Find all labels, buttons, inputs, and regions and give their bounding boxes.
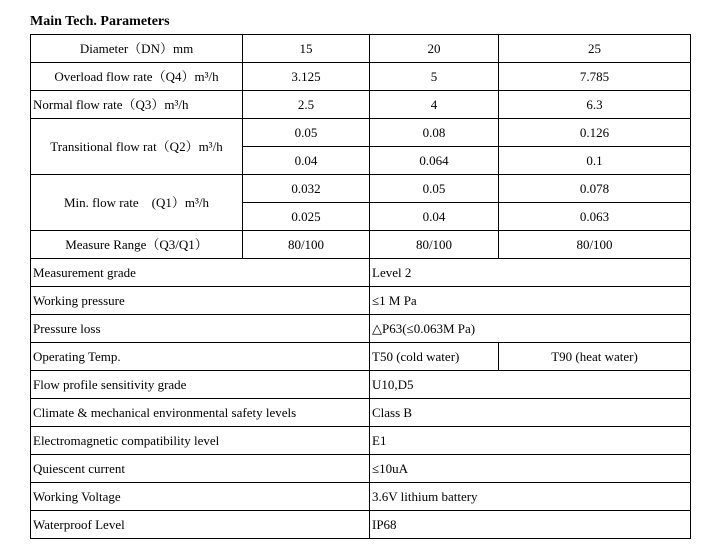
table-cell: 80/100: [243, 231, 370, 259]
row-label: Working pressure: [31, 287, 370, 315]
table-cell: ≤10uA: [370, 455, 691, 483]
table-cell: 0.05: [243, 119, 370, 147]
table-cell: 5: [370, 63, 499, 91]
table-cell: Class B: [370, 399, 691, 427]
table-cell: 0.126: [499, 119, 691, 147]
row-label: Min. flow rate (Q1）m³/h: [31, 175, 243, 231]
table-cell: 2.5: [243, 91, 370, 119]
row-label: Diameter（DN）mm: [31, 35, 243, 63]
table-row-diameter: [31, 35, 691, 63]
table-row-quiescent-current: [31, 455, 691, 483]
table-cell: T50 (cold water): [370, 343, 499, 371]
row-label: Overload flow rate（Q4）m³/h: [31, 63, 243, 91]
table-cell: 0.04: [243, 147, 370, 175]
table-row-flow-profile: [31, 371, 691, 399]
table-row-transitional: [31, 119, 691, 147]
table-row-overload: [31, 63, 691, 91]
table-cell: 7.785: [499, 63, 691, 91]
table-cell: 0.025: [243, 203, 370, 231]
table-row-range: [31, 231, 691, 259]
table-cell: E1: [370, 427, 691, 455]
table-row-climate: [31, 399, 691, 427]
table-cell: 3.6V lithium battery: [370, 483, 691, 511]
table-row-measurement-grade: [31, 259, 691, 287]
table-cell: 0.064: [370, 147, 499, 175]
table-cell: 0.08: [370, 119, 499, 147]
table-cell: T90 (heat water): [499, 343, 691, 371]
row-label: Operating Temp.: [31, 343, 370, 371]
table-cell: ≤1 M Pa: [370, 287, 691, 315]
row-label: Quiescent current: [31, 455, 370, 483]
table-row-working-pressure: [31, 287, 691, 315]
table-cell: △P63(≤0.063M Pa): [370, 315, 691, 343]
table-cell: 3.125: [243, 63, 370, 91]
diameter-20: 20: [370, 35, 499, 63]
diameter-15: 15: [243, 35, 370, 63]
table-row-emc: [31, 427, 691, 455]
row-label: Climate & mechanical environmental safety levels: [31, 399, 370, 427]
table-cell: 0.1: [499, 147, 691, 175]
table-cell: 0.04: [370, 203, 499, 231]
table-cell: Level 2: [370, 259, 691, 287]
table-cell: IP68: [370, 511, 691, 539]
table-cell: 4: [370, 91, 499, 119]
table-cell: 0.032: [243, 175, 370, 203]
row-label: Pressure loss: [31, 315, 370, 343]
table-cell: 0.078: [499, 175, 691, 203]
row-label: Electromagnetic compatibility level: [31, 427, 370, 455]
page-title: Main Tech. Parameters: [30, 14, 170, 29]
table-row-pressure-loss: [31, 315, 691, 343]
table-cell: 6.3: [499, 91, 691, 119]
table-cell: 80/100: [499, 231, 691, 259]
row-label: Working Voltage: [31, 483, 370, 511]
tech-parameters-table: [30, 34, 691, 539]
table-cell: 0.063: [499, 203, 691, 231]
table-cell: U10,D5: [370, 371, 691, 399]
diameter-25: 25: [499, 35, 691, 63]
row-label: Normal flow rate（Q3）m³/h: [31, 91, 243, 119]
row-label: Flow profile sensitivity grade: [31, 371, 370, 399]
row-label: Transitional flow rat（Q2）m³/h: [31, 119, 243, 175]
row-label: Waterproof Level: [31, 511, 370, 539]
row-label: Measure Range（Q3/Q1）: [31, 231, 243, 259]
table-cell: 0.05: [370, 175, 499, 203]
table-row-working-voltage: [31, 483, 691, 511]
table-row-minflow: [31, 175, 691, 203]
table-cell: 80/100: [370, 231, 499, 259]
table-row-waterproof: [31, 511, 691, 539]
table-row-operating-temp: [31, 343, 691, 371]
table-row-normal: [31, 91, 691, 119]
row-label: Measurement grade: [31, 259, 370, 287]
